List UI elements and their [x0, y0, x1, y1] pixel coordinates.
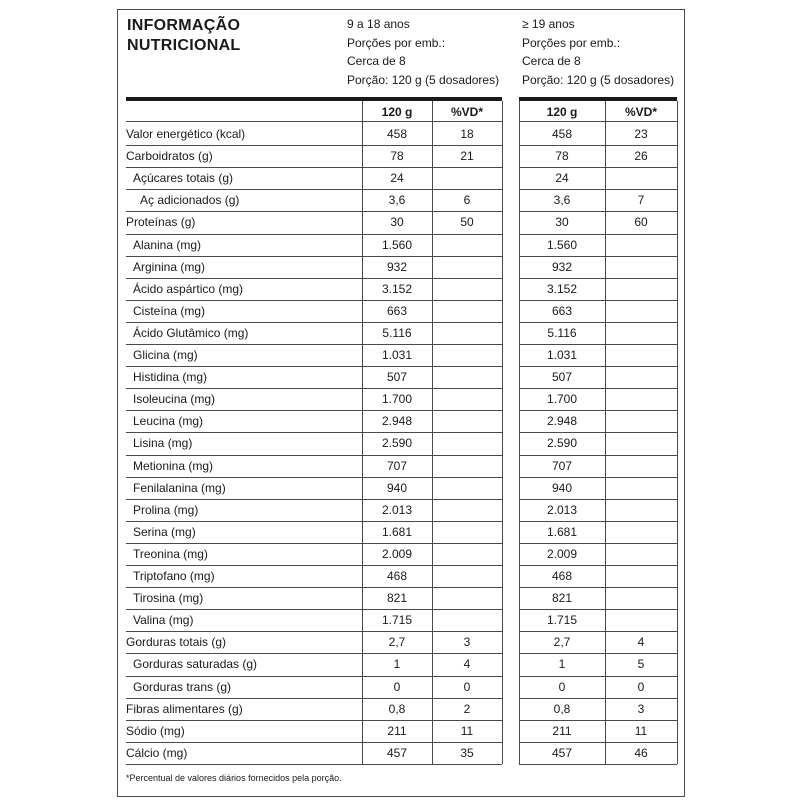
cell-amount-19-plus: 821 — [551, 591, 573, 606]
title-line-2: NUTRICIONAL — [127, 37, 241, 54]
nutrient-label: Leucina (mg) — [133, 414, 204, 429]
cell-amount-9-18: 3,6 — [388, 193, 406, 208]
cell-vd-9-18: 4 — [463, 657, 471, 672]
cell-amount-9-18: 0 — [393, 679, 401, 694]
cell-amount-9-18: 1.700 — [381, 392, 413, 407]
cell-amount-19-plus: 5.116 — [547, 325, 577, 340]
nutrient-label: Metionina (mg) — [133, 458, 214, 473]
cell-amount-9-18: 1 — [393, 657, 401, 672]
cell-vd-19-plus: 26 — [634, 149, 648, 164]
cell-vd-19-plus: 4 — [637, 635, 645, 650]
cell-amount-19-plus: 468 — [551, 569, 573, 583]
cell-amount-9-18: 507 — [386, 370, 408, 385]
nutrient-label: Proteínas (g) — [126, 215, 196, 230]
cell-amount-19-plus: 707 — [551, 458, 573, 473]
row-divider — [126, 121, 502, 122]
cell-amount-19-plus: 0,8 — [553, 701, 571, 716]
group-serving: Porção: 120 g (5 dosadores) — [347, 72, 500, 87]
group-age: ≥ 19 anos — [522, 17, 575, 31]
cell-amount-9-18: 2.013 — [381, 502, 413, 517]
col-divider — [677, 101, 678, 764]
nutrient-label: Triptofano (mg) — [133, 569, 215, 583]
group-age: 9 a 18 anos — [347, 17, 410, 31]
nutrient-label: Arginina (mg) — [133, 259, 206, 274]
nutrient-label: Ácido aspártico (mg) — [133, 281, 244, 296]
cell-amount-19-plus: 1.681 — [546, 524, 578, 539]
col-header-amount-1: 120 g — [381, 105, 413, 119]
cell-amount-19-plus: 2.009 — [546, 546, 578, 561]
cell-vd-19-plus: 60 — [634, 215, 648, 230]
nutrient-label: Gorduras saturadas (g) — [133, 657, 258, 672]
cell-amount-9-18: 2.948 — [381, 414, 413, 429]
title-line-1: INFORMAÇÃO — [127, 17, 241, 34]
cell-amount-9-18: 663 — [386, 303, 408, 318]
footnote: *Percentual de valores diários fornecidos pela porção. — [126, 773, 342, 783]
cell-amount-9-18: 2.009 — [381, 546, 413, 561]
row-divider — [519, 764, 677, 765]
cell-amount-9-18: 932 — [386, 259, 408, 274]
header-rule-right — [519, 97, 677, 101]
cell-amount-19-plus: 940 — [551, 480, 573, 495]
cell-amount-9-18: 707 — [386, 458, 408, 473]
cell-amount-9-18: 78 — [390, 149, 404, 164]
cell-vd-9-18: 2 — [463, 701, 471, 716]
nutrient-label: Serina (mg) — [133, 524, 196, 539]
nutrient-label: Valina (mg) — [133, 613, 194, 628]
cell-amount-9-18: 457 — [386, 745, 408, 760]
row-divider — [126, 764, 502, 765]
cell-amount-9-18: 211 — [387, 723, 407, 738]
nutrient-label: Cisteína (mg) — [133, 303, 206, 318]
nutrient-label: Tirosina (mg) — [133, 591, 204, 606]
cell-vd-9-18: 18 — [460, 127, 474, 141]
cell-amount-19-plus: 1 — [558, 657, 566, 672]
cell-amount-9-18: 1.681 — [381, 524, 413, 539]
nutrient-label: Isoleucina (mg) — [133, 392, 216, 407]
cell-amount-19-plus: 1.700 — [546, 392, 578, 407]
row-divider — [519, 121, 677, 122]
cell-vd-19-plus: 7 — [637, 193, 645, 208]
nutrient-label: Alanina (mg) — [133, 237, 202, 252]
cell-amount-9-18: 821 — [386, 591, 408, 606]
cell-amount-19-plus: 2.013 — [546, 502, 578, 517]
cell-amount-9-18: 1.031 — [381, 348, 413, 362]
panel-title — [127, 16, 241, 56]
cell-amount-19-plus: 24 — [555, 171, 569, 186]
cell-vd-9-18: 21 — [460, 149, 474, 164]
cell-amount-9-18: 24 — [390, 171, 404, 186]
cell-amount-19-plus: 1.560 — [546, 237, 578, 252]
cell-amount-19-plus: 1.715 — [546, 613, 578, 628]
cell-amount-19-plus: 0 — [558, 679, 566, 694]
cell-amount-9-18: 30 — [390, 215, 404, 230]
cell-amount-19-plus: 932 — [551, 259, 573, 274]
cell-amount-9-18: 0,8 — [388, 701, 406, 716]
nutrient-label: Lisina (mg) — [133, 436, 193, 451]
group-portions-value: Cerca de 8 — [522, 54, 581, 68]
cell-vd-19-plus: 11 — [634, 723, 648, 738]
cell-amount-19-plus: 1.031 — [546, 348, 578, 362]
nutrient-label: Carboidratos (g) — [126, 149, 213, 164]
cell-amount-19-plus: 2.590 — [546, 436, 578, 451]
group-serving: Porção: 120 g (5 dosadores) — [522, 72, 675, 87]
cell-vd-9-18: 0 — [463, 679, 471, 694]
nutrient-label: Aç adicionados (g) — [140, 193, 240, 208]
cell-amount-9-18: 3.152 — [381, 281, 413, 296]
cell-vd-19-plus: 46 — [634, 745, 648, 760]
cell-amount-19-plus: 30 — [555, 215, 569, 230]
cell-amount-19-plus: 2.948 — [546, 414, 578, 429]
cell-amount-9-18: 468 — [386, 569, 408, 583]
group-portions-value: Cerca de 8 — [347, 54, 406, 68]
nutrient-label: Açúcares totais (g) — [133, 171, 234, 186]
nutrient-label: Prolina (mg) — [133, 502, 199, 517]
cell-amount-9-18: 2,7 — [388, 635, 406, 650]
cell-amount-9-18: 2.590 — [381, 436, 413, 451]
cell-vd-9-18: 6 — [463, 193, 471, 208]
cell-amount-19-plus: 507 — [551, 370, 573, 385]
cell-vd-9-18: 11 — [460, 723, 474, 738]
col-divider — [502, 101, 503, 764]
cell-amount-9-18: 458 — [386, 127, 408, 141]
col-header-amount-2: 120 g — [546, 105, 578, 119]
cell-amount-19-plus: 458 — [551, 127, 573, 141]
cell-amount-9-18: 1.560 — [381, 237, 413, 252]
nutrient-label: Ácido Glutâmico (mg) — [133, 325, 249, 340]
nutrient-label: Glicina (mg) — [133, 348, 198, 362]
cell-amount-19-plus: 211 — [552, 723, 572, 738]
cell-vd-19-plus: 0 — [637, 679, 645, 694]
cell-vd-19-plus: 5 — [637, 657, 645, 672]
cell-vd-9-18: 50 — [460, 215, 474, 230]
cell-amount-19-plus: 663 — [551, 303, 573, 318]
nutrient-label: Cálcio (mg) — [126, 745, 188, 760]
group-portions-label: Porções por emb.: — [522, 35, 621, 50]
group-header-9-18 — [347, 15, 499, 89]
cell-vd-9-18: 35 — [460, 745, 474, 760]
col-header-vd-2: %VD* — [624, 105, 657, 119]
nutrient-label: Fenilalanina (mg) — [133, 480, 226, 495]
cell-vd-9-18: 3 — [463, 635, 471, 650]
nutrient-label: Treonina (mg) — [133, 546, 208, 561]
cell-amount-9-18: 940 — [386, 480, 408, 495]
cell-amount-19-plus: 78 — [555, 149, 569, 164]
cell-amount-19-plus: 457 — [551, 745, 573, 760]
cell-vd-19-plus: 23 — [634, 127, 648, 141]
cell-amount-19-plus: 3,6 — [553, 193, 571, 208]
nutrient-label: Gorduras totais (g) — [126, 635, 227, 650]
nutrient-label: Gorduras trans (g) — [133, 679, 232, 694]
nutrient-label: Valor energético (kcal) — [126, 127, 246, 141]
header-rule-left — [126, 97, 502, 101]
group-portions-label: Porções por emb.: — [347, 35, 446, 50]
cell-amount-9-18: 5.116 — [382, 325, 412, 340]
cell-amount-19-plus: 3.152 — [546, 281, 578, 296]
nutrient-label: Sódio (mg) — [126, 723, 185, 738]
nutrient-label: Histidina (mg) — [133, 370, 208, 385]
nutrient-label: Fibras alimentares (g) — [126, 701, 243, 716]
cell-amount-19-plus: 2,7 — [553, 635, 571, 650]
cell-vd-19-plus: 3 — [637, 701, 645, 716]
cell-amount-9-18: 1.715 — [381, 613, 413, 628]
group-header-19-plus — [522, 15, 674, 89]
col-header-vd-1: %VD* — [450, 105, 483, 119]
